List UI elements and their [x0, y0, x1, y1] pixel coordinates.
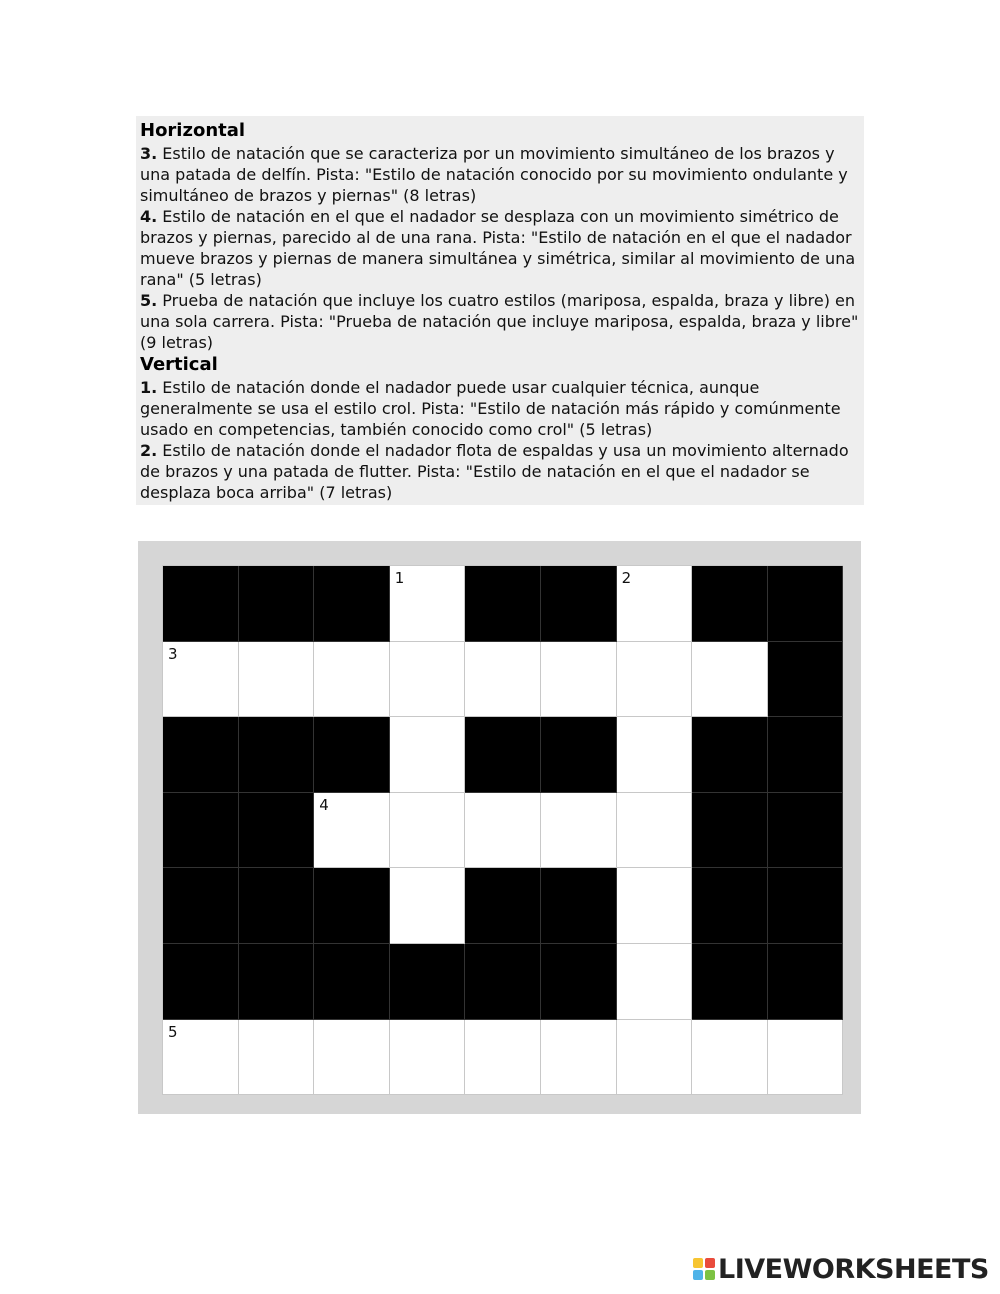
crossword-block [768, 793, 844, 869]
crossword-cell[interactable] [390, 642, 466, 718]
letter-input[interactable] [390, 717, 465, 792]
clue-number: 5 [168, 1022, 178, 1041]
vertical-heading: Vertical [140, 354, 218, 375]
crossword-block [314, 868, 390, 944]
clue-number: 2 [621, 569, 632, 587]
crossword-cell[interactable] [239, 1020, 315, 1096]
crossword-cell[interactable] [390, 717, 466, 793]
letter-input[interactable] [239, 642, 314, 717]
crossword-block [465, 566, 541, 642]
crossword-block [465, 944, 541, 1020]
letter-input[interactable] [617, 1020, 692, 1095]
crossword-cell[interactable] [541, 1020, 617, 1096]
crossword-block [541, 566, 617, 642]
crossword-block [163, 717, 239, 793]
clue-vertical-2: 2. Estilo de natación donde el nadador flota de espaldas y usa un movimiento alternado de brazos y una patada de flutter. Pista: "Estilo de natación en el que el nadador se desplaza boca arriba" (7 letras) [140, 441, 849, 502]
crossword-cell[interactable] [465, 642, 541, 718]
letter-input[interactable] [465, 1020, 540, 1095]
letter-input[interactable] [692, 642, 767, 717]
letter-input[interactable] [390, 642, 465, 717]
letter-input[interactable] [541, 642, 616, 717]
horizontal-heading: Horizontal [140, 120, 246, 141]
crossword-cell[interactable] [314, 1020, 390, 1096]
crossword-block [768, 566, 844, 642]
crossword-block [239, 717, 315, 793]
logo-square [705, 1270, 715, 1280]
letter-input[interactable] [692, 1020, 767, 1095]
crossword-block [541, 944, 617, 1020]
crossword-grid [162, 565, 843, 1095]
clue-vertical-1: 1. Estilo de natación donde el nadador puede usar cualquier técnica, aunque generalmente se usa el estilo crol. Pista: "Estilo de natación más rápido y comúnmente usado en competencias, también conocido como crol" (5 letras) [140, 378, 841, 439]
crossword-block [692, 566, 768, 642]
letter-input[interactable] [314, 642, 389, 717]
crossword-cell[interactable] [692, 642, 768, 718]
letter-input[interactable] [617, 944, 692, 1019]
crossword-block [768, 717, 844, 793]
crossword-cell[interactable] [617, 1020, 693, 1096]
letter-input[interactable] [541, 1020, 616, 1095]
crossword-cell[interactable] [390, 566, 466, 642]
crossword-cell[interactable] [390, 793, 466, 869]
letter-input[interactable] [541, 793, 616, 868]
crossword-cell[interactable] [314, 642, 390, 718]
logo-square [693, 1258, 703, 1268]
letter-input[interactable] [768, 1020, 843, 1095]
crossword-cell[interactable] [465, 1020, 541, 1096]
crossword-cell[interactable] [617, 944, 693, 1020]
letter-input[interactable] [617, 717, 692, 792]
crossword-block [314, 944, 390, 1020]
crossword-block [163, 566, 239, 642]
crossword-cell[interactable] [617, 717, 693, 793]
logo-square [693, 1270, 703, 1280]
letter-input[interactable] [314, 1020, 389, 1095]
clues-panel [136, 116, 864, 505]
crossword-cell[interactable] [768, 1020, 844, 1096]
letter-input[interactable] [390, 793, 465, 868]
crossword-block [465, 717, 541, 793]
logo-square [705, 1258, 715, 1268]
crossword-cell[interactable] [465, 793, 541, 869]
crossword-board [138, 541, 861, 1114]
crossword-block [239, 566, 315, 642]
crossword-cell[interactable] [617, 868, 693, 944]
crossword-block [768, 868, 844, 944]
crossword-block [692, 793, 768, 869]
crossword-block [692, 868, 768, 944]
crossword-block [692, 717, 768, 793]
logo-text: LIVEWORKSHEETS [718, 1253, 989, 1285]
crossword-block [239, 944, 315, 1020]
crossword-block [768, 944, 844, 1020]
crossword-cell[interactable] [163, 642, 239, 718]
crossword-cell[interactable] [314, 793, 390, 869]
clue-number: 4 [319, 795, 329, 814]
crossword-block [239, 793, 315, 869]
letter-input[interactable] [390, 1020, 465, 1095]
liveworksheets-logo [693, 1255, 989, 1283]
letter-input[interactable] [617, 642, 692, 717]
crossword-block [163, 944, 239, 1020]
crossword-block [541, 868, 617, 944]
crossword-block [314, 566, 390, 642]
crossword-block [465, 868, 541, 944]
clue-number: 3 [168, 644, 178, 663]
crossword-block [768, 642, 844, 718]
crossword-cell[interactable] [617, 642, 693, 718]
crossword-block [541, 717, 617, 793]
crossword-cell[interactable] [617, 793, 693, 869]
crossword-block [239, 868, 315, 944]
crossword-cell[interactable] [541, 642, 617, 718]
letter-input[interactable] [617, 793, 692, 868]
letter-input[interactable] [390, 868, 465, 943]
crossword-cell[interactable] [541, 793, 617, 869]
letter-input[interactable] [465, 793, 540, 868]
crossword-block [163, 868, 239, 944]
crossword-cell[interactable] [239, 642, 315, 718]
letter-input[interactable] [617, 868, 692, 943]
clue-horizontal-5: 5. Prueba de natación que incluye los cuatro estilos (mariposa, espalda, braza y libre) en una sola carrera. Pista: "Prueba de natación que incluye mariposa, espalda, braza y libre" (9 letras) [140, 291, 859, 352]
letter-input[interactable] [239, 1020, 314, 1095]
logo-icon [693, 1258, 715, 1280]
letter-input[interactable] [465, 642, 540, 717]
crossword-block [692, 944, 768, 1020]
crossword-cell[interactable] [390, 1020, 466, 1096]
clue-horizontal-4: 4. Estilo de natación en el que el nadador se desplaza con un movimiento simétrico de brazos y piernas, parecido al de una rana. Pista: "Estilo de natación en el que el nadador mueve brazos y piernas de manera simultánea y simétrica, similar al movimiento de una rana" (5 letras) [140, 207, 856, 289]
clue-number: 1 [394, 569, 405, 587]
crossword-block [314, 717, 390, 793]
crossword-block [163, 793, 239, 869]
crossword-cell[interactable] [692, 1020, 768, 1096]
crossword-cell[interactable] [163, 1020, 239, 1096]
crossword-cell[interactable] [390, 868, 466, 944]
crossword-cell[interactable] [617, 566, 693, 642]
clue-horizontal-3: 3. Estilo de natación que se caracteriza por un movimiento simultáneo de los brazos y una patada de delfín. Pista: "Estilo de natación conocido por su movimiento ondulante y simultáneo de brazos y piernas" (8 letras) [140, 144, 848, 205]
crossword-block [390, 944, 466, 1020]
